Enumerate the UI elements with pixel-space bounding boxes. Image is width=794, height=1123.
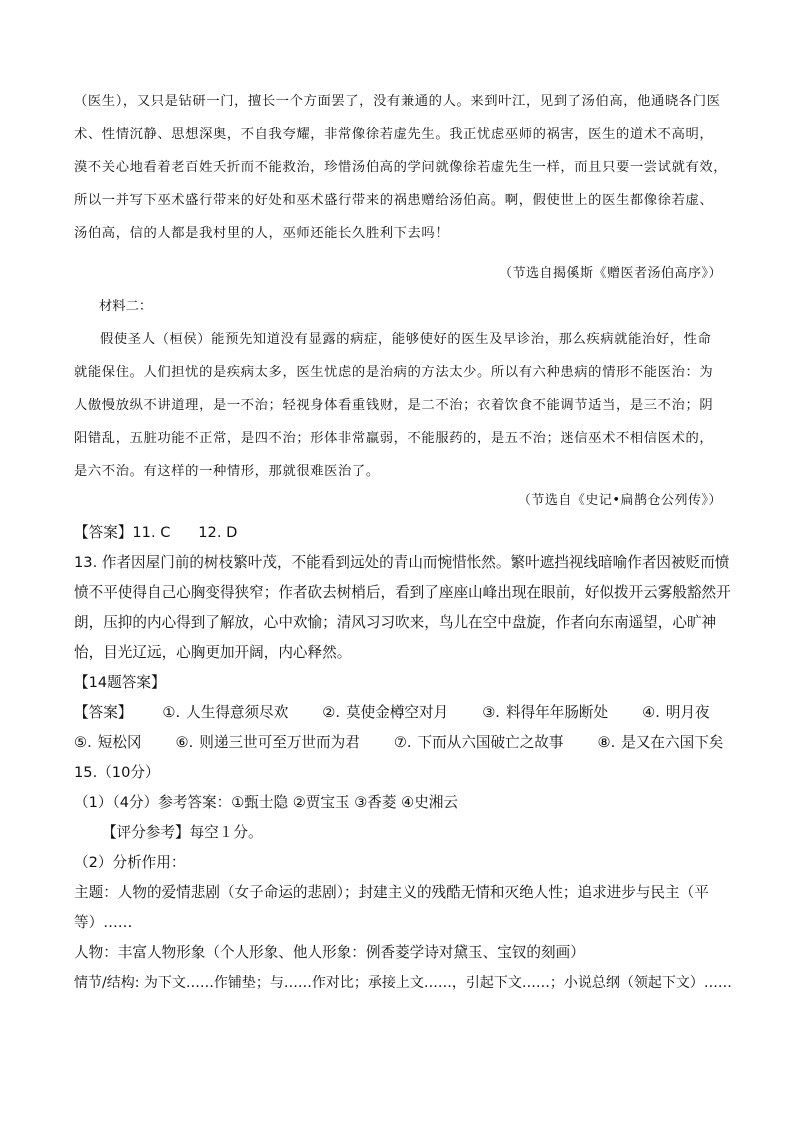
q14-item: 料得年年肠断处 (505, 704, 609, 721)
q15-character: 人物：丰富人物形象（个人形象、他人形象：例香菱学诗对黛玉、宝钗的刻画） (74, 944, 585, 961)
q14-answers-row-1 (74, 698, 734, 728)
material2-line: 假使圣人（桓侯）能预先知道没有显露的病症，能够使好的医生及早诊治，那么疾病就能治好，性命 (100, 332, 712, 347)
material2-line: 是六不治。有这样的一种情形，那就很难医治了。 (74, 464, 380, 479)
material1-translation (74, 85, 734, 250)
material2-line: 就能保住。人们担忧的是疾病太多，医生忧虑的是治病的方法太少。所以有六种患病的情形不能医治：为 (74, 365, 714, 380)
q14-item: 人生得意须尽欢 (186, 704, 289, 721)
material2-source: （节选自《史记•扁鹊仓公列传》） (517, 493, 722, 508)
q14-num: ③. (482, 704, 500, 721)
q15-part2: （2）分析作用： (74, 854, 186, 871)
q14-answers-row-2 (74, 728, 734, 758)
q15-plot: 情节/结构: 为下文……作铺垫；与……作对比；承接上文……，引起下文……；小说总纲（领起下文）…… (74, 975, 732, 991)
material1-line: 汤伯高，信的人都是我村里的人，巫师还能长久胜利下去吗！ (74, 226, 450, 241)
q14-item: 是又在六国下矣 (621, 734, 724, 751)
material2-label: 材料二： (99, 299, 153, 314)
material2-translation (74, 323, 734, 488)
q14-num: ⑦. (393, 734, 412, 751)
q14-num: ⑥. (175, 734, 194, 751)
material1-line: （医生），又只是钻研一门，擅长一个方面罢了，没有兼通的人。来到叶江，见到了汤伯高，他通晓各门医 (74, 94, 721, 109)
answer-13: 13. 作者因屋门前的树枝繁叶茂，不能看到远处的青山而惋惜怅然。繁叶遮挡视线暗喻作者因被贬而愤愤不平使得自己心胸变得狭窄；作者砍去树梢后，看到了座座山峰出现在眼前，好似拨开云雾般豁然开朗，压抑的内心得到了解放，心中欢愉；清风习习吹来，鸟儿在空中盘旋，作者向东南遥望，心旷神怡，目光辽远，心胸更加开阔，内心释然。 (74, 554, 731, 661)
material1-line: 所以一并写下巫术盛行带来的好处和巫术盛行带来的祸患赠给汤伯高。啊，假使世上的医生都像徐若虚、 (74, 193, 714, 208)
material1-line: 漠不关心地看着老百姓夭折而不能救治，珍惜汤伯高的学问就像徐若虚先生一样，而且只要一尝试就有效， (74, 160, 728, 175)
q14-num: ⑤. (74, 734, 92, 751)
answer-11-12: 【答案】11. C 12. D (74, 524, 238, 541)
material1-source: （节选自揭傒斯《赠医者汤伯高序》） (498, 266, 722, 281)
q15-theme: 主题：人物的爱情悲剧（女子命运的悲剧）；封建主义的残酷无情和灭绝人性；追求进步与民主（平等）…… (74, 884, 709, 931)
q14-item: 短松冈 (97, 734, 142, 751)
q14-num: ①. (162, 704, 181, 721)
q15-part1-eval: 【评分参考】每空１分。 (102, 824, 263, 841)
material1-line: 术、性情沉静、思想深奥，不自我夸耀，非常像徐若虚先生。我正忧虑巫师的祸害，医生的道术不高明， (74, 127, 714, 142)
q14-item: 莫使金樽空对月 (346, 704, 449, 721)
q14-label: 【答案】 (74, 704, 133, 721)
q14-num: ⑧. (597, 734, 616, 751)
q14-item: 明月夜 (665, 704, 710, 721)
material2-line: 人傲慢放纵不讲道理，是一不治；轻视身体看重钱财，是二不治；衣着饮食不能调节适当，是三不治；阴 (74, 398, 714, 413)
q14-item: 下而从六国破亡之故事 (417, 734, 564, 751)
q15-title: 15.（10分） (74, 764, 160, 781)
answer-section (74, 518, 734, 998)
q14-item: 则递三世可至万世而为君 (199, 734, 360, 751)
q14-num: ④. (642, 704, 660, 721)
q14-title: 【14题答案】 (74, 674, 166, 691)
q15-part1: （1）（4分）参考答案：①甄士隐 ②贾宝玉 ③香菱 ④史湘云 (74, 794, 458, 811)
q14-num: ②. (322, 704, 341, 721)
material2-line: 阳错乱，五脏功能不正常，是四不治；形体非常羸弱，不能服药的，是五不治；迷信巫术不相信医术的， (74, 431, 714, 446)
